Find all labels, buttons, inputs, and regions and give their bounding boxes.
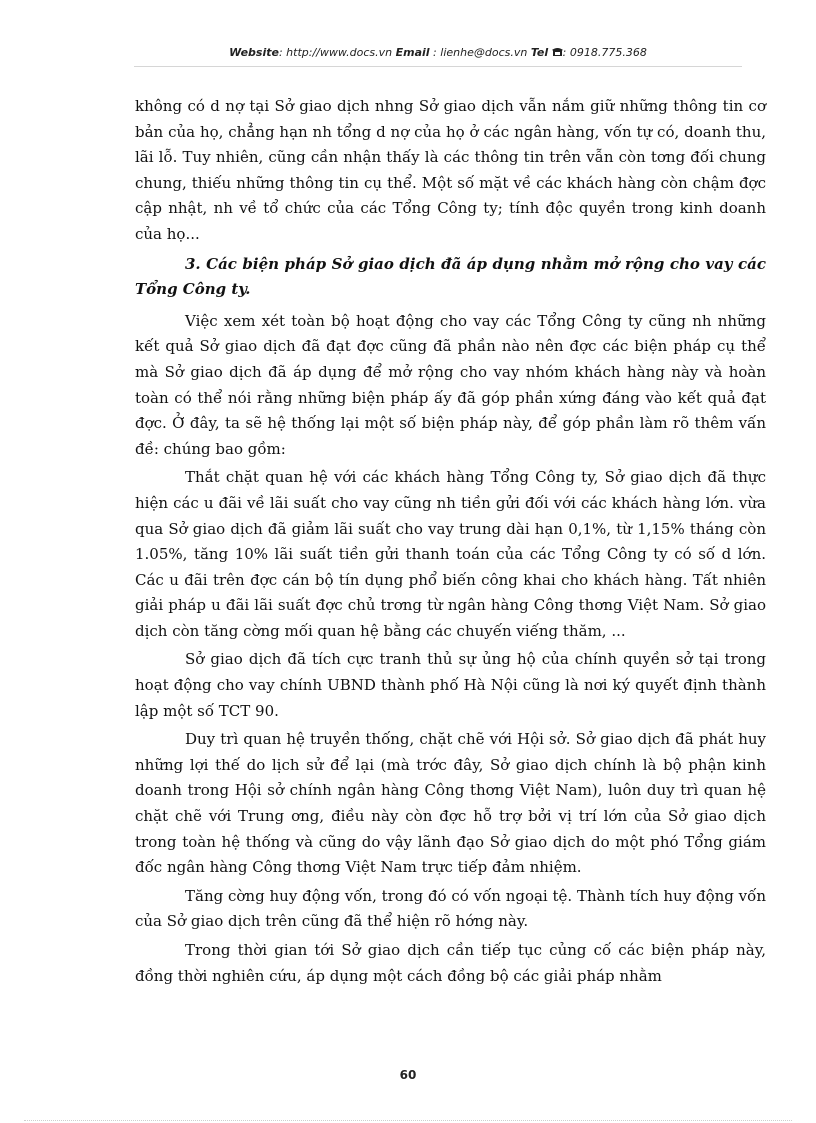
website-value: : http://www.docs.vn	[278, 46, 396, 59]
section-heading: 3. Các biện pháp Sở giao dịch đã áp dụng nhằm mở rộng cho vay các Tổng Công ty.	[135, 254, 766, 299]
paragraph-6: Tăng cờng huy động vốn, trong đó có vốn ngoại tệ. Thành tích huy động vốn của Sở giao dịch trên cũng đã thể hiện rõ hớng này.	[135, 886, 766, 931]
paragraph-3: Thắt chặt quan hệ với các khách hàng Tổng Công ty, Sở giao dịch đã thực hiện các u đãi về lãi suất cho vay cũng nh tiền gửi đối với các khách hàng lớn. vừa qua Sở giao dịch đã giảm lãi suất cho vay trung dài hạn 0,1%, từ 1,15% tháng còn 1.05%, tăng 10% lãi suất tiền gửi thanh toán của các Tổng Công ty có số d lớn. Các u đãi trên đợc cán bộ tín dụng phổ biến công khai cho khách hàng. Tất nhiên giải pháp u đãi lãi suất đợc chủ trơng từ ngân hàng Công thơng Việt Nam. Sở giao dịch còn tăng cờng mối quan hệ bằng các chuyến viếng thăm, ...	[135, 468, 766, 640]
page-header	[134, 46, 742, 60]
email-label: Email	[395, 46, 430, 59]
tel-label: Tel	[530, 46, 549, 59]
website-label: Website	[229, 46, 279, 59]
paragraph-5: Duy trì quan hệ truyền thống, chặt chẽ với Hội sở. Sở giao dịch đã phát huy những lợi thế do lịch sử để lại (mà trớc đây, Sở giao dịch chính là bộ phận kinh doanh trong Hội sở chính ngân hàng Công thơng Việt Nam), luôn duy trì quan hệ chặt chẽ với Trung ơng, điều này còn đợc hỗ trợ bởi vị trí lớn của Sở giao dịch trong toàn hệ thống và cũng do vậy lãnh đạo Sở giao dịch do một phó Tổng giám đốc ngân hàng Công thơng Việt Nam trực tiếp đảm nhiệm.	[135, 730, 766, 877]
paragraph-2: Việc xem xét toàn bộ hoạt động cho vay các Tổng Công ty cũng nh những kết quả Sở giao dịch đã đạt đợc cũng đã phần nào nên đợc các biện pháp cụ thể mà Sở giao dịch đã áp dụng để mở rộng cho vay nhóm khách hàng này và hoàn toàn có thể nói rằng những biện pháp ấy đã góp phần xứng đáng vào kết quả đạt đợc. Ở đây, ta sẽ hệ thống lại một số biện pháp này, để góp phần làm rõ thêm vấn đề: chúng bao gồm:	[135, 311, 766, 458]
footer-divider	[24, 1120, 792, 1121]
paragraph-7: Trong thời gian tới Sở giao dịch cần tiếp tục củng cố các biện pháp này, đồng thời nghiên cứu, áp dụng một cách đồng bộ các giải pháp nhằm	[135, 941, 766, 985]
paragraph-4: Sở giao dịch đã tích cực tranh thủ sự ủng hộ của chính quyền sở tại trong hoạt động cho vay chính UBND thành phố Hà Nội cũng là nơi ký quyết định thành lập một số TCT 90.	[135, 650, 766, 720]
phone-icon	[552, 47, 563, 60]
page-number: 60	[399, 1068, 417, 1082]
paragraph-1: không có d nợ tại Sở giao dịch nhng Sở giao dịch vẫn nắm giữ những thông tin cơ bản của họ, chẳng hạn nh tổng d nợ của họ ở các ngân hàng, vốn tự có, doanh thu, lãi lỗ. Tuy nhiên, cũng cần nhận thấy là các thông tin trên vẫn còn tơng đối chung chung, thiếu những thông tin cụ thể. Một số mặt về các khách hàng còn chậm đợc cập nhật, nh về tổ chức của các Tổng Công ty; tính độc quyền trong kinh doanh của họ...	[135, 97, 766, 243]
document-body	[135, 94, 766, 992]
header-divider	[134, 66, 742, 67]
email-value: : lienhe@docs.vn	[429, 46, 531, 59]
tel-value: : 0918.775.368	[562, 46, 647, 59]
